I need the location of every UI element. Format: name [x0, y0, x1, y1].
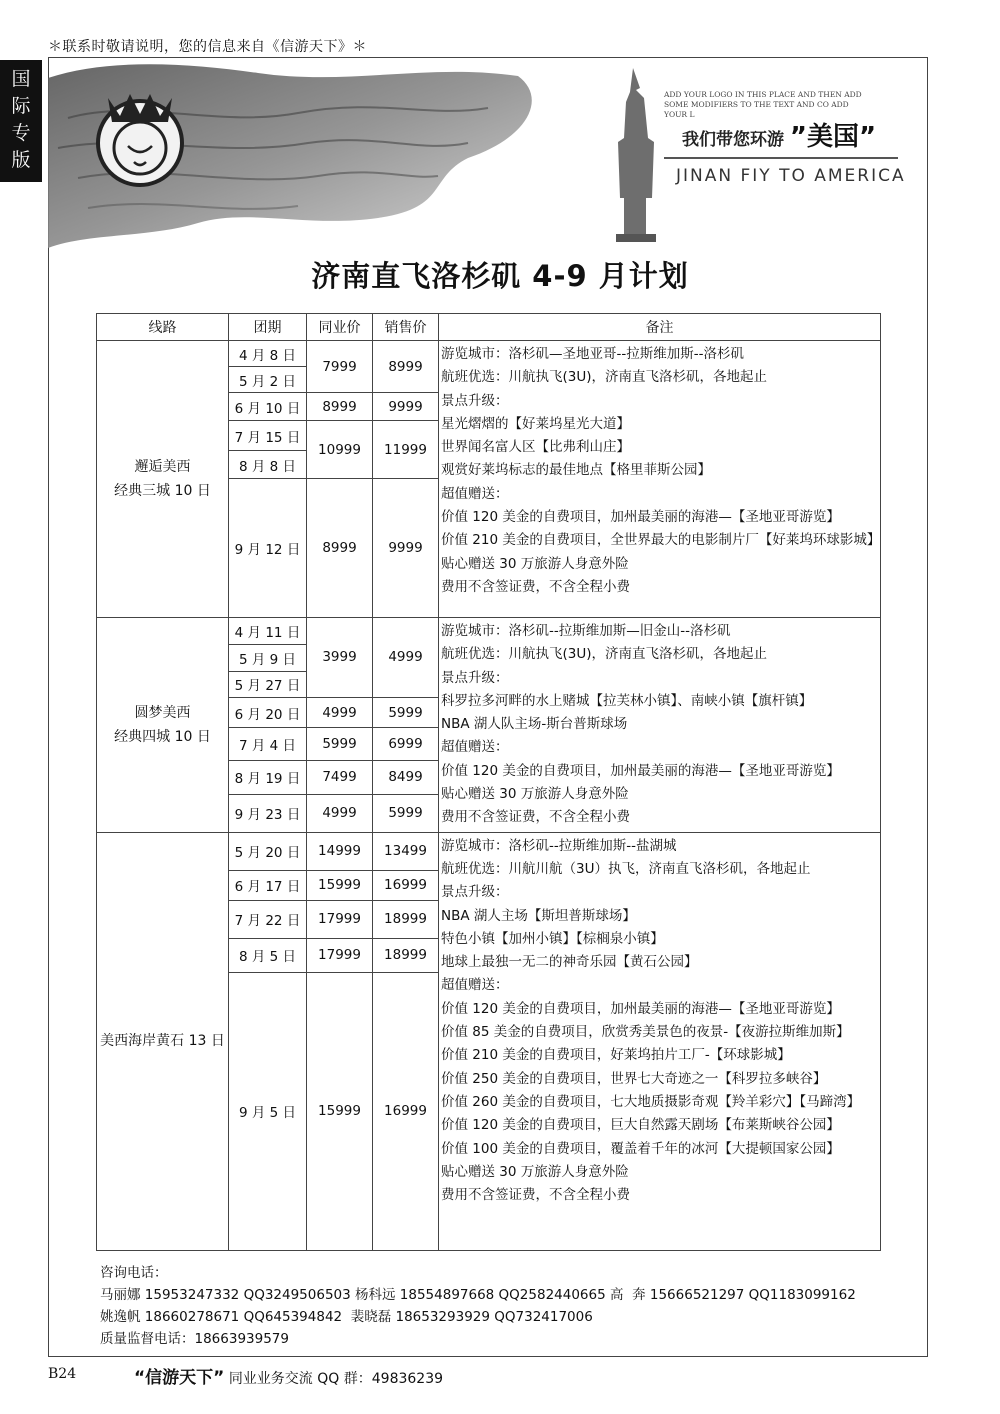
note-line: 游览城市：洛杉矶—圣地亚哥--拉斯维加斯--洛杉矶	[441, 346, 744, 362]
note-line: 航班优选：川航川航（3U）执飞，济南直飞洛杉矶，各地起止	[441, 860, 811, 877]
table-row	[97, 341, 881, 367]
date-cell: 6 月 20 日	[229, 697, 307, 727]
note-line: 游览城市：洛杉矶--拉斯维加斯--盐湖城	[441, 837, 677, 854]
route-subtitle: 经典四城 10 日	[114, 728, 211, 745]
side-tab-char: 版	[11, 149, 31, 171]
note-line: 星光熠熠的【好莱坞星光大道】	[441, 415, 630, 432]
note-line: 费用不含签证费，不含全程小费	[441, 578, 630, 595]
route-name: 邂逅美西	[134, 459, 191, 475]
footer	[134, 1363, 443, 1388]
note-line: 价值 120 美金的自费项目，加州最美丽的海港—【圣地亚哥游览】	[441, 509, 840, 526]
date-cell: 8 月 19 日	[229, 760, 307, 794]
notes-cell	[439, 618, 881, 833]
retail-price-cell: 18999	[373, 900, 439, 938]
header-route: 线路	[97, 314, 229, 341]
route-cell	[97, 832, 229, 1250]
note-line: 费用不含签证费，不含全程小费	[441, 1187, 630, 1204]
note-line: 超值赠送：	[441, 977, 509, 994]
notes-cell	[439, 832, 881, 1250]
retail-price-cell: 16999	[373, 870, 439, 900]
footer-brand: “信游天下”	[134, 1368, 225, 1388]
trade-price-cell: 17999	[307, 938, 373, 972]
retail-price-cell: 8499	[373, 760, 439, 794]
trade-price-cell: 8999	[307, 479, 373, 618]
route-name: 圆梦美西	[134, 704, 191, 721]
note-line: 贴心赠送 30 万旅游人身意外险	[441, 786, 629, 803]
side-tab-international	[0, 60, 42, 182]
note-line: 航班优选：川航执飞(3U)，济南直飞洛杉矶，各地起止	[441, 369, 768, 386]
table-header-row	[97, 314, 881, 341]
date-cell: 9 月 23 日	[229, 795, 307, 833]
note-line: 特色小镇【加州小镇】【棕榈泉小镇】	[441, 930, 664, 947]
note-line: 景点升级：	[441, 884, 509, 901]
retail-price-cell: 9999	[373, 393, 439, 421]
note-line: 景点升级：	[441, 669, 509, 686]
note-line: 贴心赠送 30 万旅游人身意外险	[441, 555, 629, 572]
page-title: 济南直飞洛杉矶 4-9 月计划	[311, 259, 689, 293]
date-cell: 7 月 22 日	[229, 900, 307, 938]
trade-price-cell: 5999	[307, 728, 373, 760]
note-line: NBA 湖人队主场-斯台普斯球场	[441, 716, 628, 733]
note-line: 价值 120 美金的自费项目，加州最美丽的海港—【圣地亚哥游览】	[441, 1000, 840, 1017]
route-cell	[97, 341, 229, 618]
trade-price-cell: 4999	[307, 697, 373, 727]
side-tab-char: 专	[11, 122, 31, 144]
trade-price-cell: 15999	[307, 870, 373, 900]
slogan-divider	[664, 157, 898, 159]
slogan-prefix: 我们带您环游	[682, 130, 784, 150]
note-line: 航班优选：川航执飞(3U)，济南直飞洛杉矶，各地起止	[441, 646, 768, 663]
slogan-english: JINAN FIY TO AMERICA	[676, 166, 906, 186]
note-line: 世界闻名富人区【比弗利山庄】	[441, 439, 630, 456]
contact-section	[100, 1262, 856, 1350]
retail-price-cell: 6999	[373, 728, 439, 760]
note-line: 价值 85 美金的自费项目，欣赏秀美景色的夜景-【夜游拉斯维加斯】	[441, 1024, 850, 1041]
note-line: 价值 120 美金的自费项目，加州最美丽的海港—【圣地亚哥游览】	[441, 762, 840, 779]
route-subtitle: 经典三城 10 日	[114, 483, 211, 499]
date-cell: 7 月 4 日	[229, 728, 307, 760]
date-cell: 5 月 9 日	[229, 645, 307, 671]
retail-price-cell: 13499	[373, 832, 439, 870]
retail-price-cell: 5999	[373, 697, 439, 727]
note-line: 科罗拉多河畔的水上赌城【拉芙林小镇】、南峡小镇【旗杆镇】	[441, 692, 813, 709]
logo-placeholder-text: ADD YOUR LOGO IN THIS PLACE AND THEN ADD SOME MODIFIERS TO THE TEXT AND CO ADD YOUR L	[664, 90, 862, 119]
footer-qq-group: 同业业务交流 QQ 群：49836239	[228, 1371, 444, 1387]
statue-of-liberty-icon	[616, 68, 656, 242]
header-trade-price: 同业价	[307, 314, 373, 341]
quality-hotline: 质量监督电话：18663939579	[100, 1331, 289, 1347]
trade-price-cell: 14999	[307, 832, 373, 870]
date-cell: 4 月 11 日	[229, 618, 307, 645]
retail-price-cell: 4999	[373, 618, 439, 698]
trade-price-cell: 7499	[307, 760, 373, 794]
contact-line: 马丽娜 15953247332 QQ3249506503 杨科远 18554897668 QQ2582440665 高 奔 15666521297 QQ1183099162	[100, 1287, 856, 1303]
header-retail-price: 销售价	[373, 314, 439, 341]
date-cell: 8 月 8 日	[229, 451, 307, 479]
retail-price-cell: 16999	[373, 972, 439, 1250]
note-line: 游览城市：洛杉矶--拉斯维加斯—旧金山--洛杉矶	[441, 623, 731, 639]
slogan	[682, 116, 876, 153]
contact-label: 咨询电话：	[100, 1265, 168, 1281]
side-tab-char: 际	[11, 95, 31, 117]
date-cell: 4 月 8 日	[229, 341, 307, 367]
lion-crown-logo-icon	[98, 94, 182, 185]
date-cell: 5 月 20 日	[229, 832, 307, 870]
date-cell: 9 月 12 日	[229, 479, 307, 618]
note-line: 价值 250 美金的自费项目，世界七大奇迹之一【科罗拉多峡谷】	[441, 1070, 827, 1087]
note-line: 贴心赠送 30 万旅游人身意外险	[441, 1163, 629, 1180]
note-line: 景点升级：	[441, 392, 509, 409]
retail-price-cell: 11999	[373, 421, 439, 479]
trade-price-cell: 10999	[307, 421, 373, 479]
retail-price-cell: 9999	[373, 479, 439, 618]
table-row	[97, 832, 881, 870]
slogan-country: ”美国”	[789, 122, 877, 152]
date-cell: 5 月 2 日	[229, 367, 307, 393]
trade-price-cell: 8999	[307, 393, 373, 421]
trade-price-cell: 15999	[307, 972, 373, 1250]
retail-price-cell: 8999	[373, 341, 439, 393]
side-tab-char: 国	[11, 68, 31, 90]
page-number: B24	[48, 1366, 77, 1382]
retail-price-cell: 18999	[373, 938, 439, 972]
table-row	[97, 618, 881, 645]
route-cell	[97, 618, 229, 833]
trade-price-cell: 7999	[307, 341, 373, 393]
itinerary-table	[96, 313, 881, 1251]
date-cell: 8 月 5 日	[229, 938, 307, 972]
contact-line: 姚逸帆 18660278671 QQ645394842 裴晓磊 18653293929 QQ732417006	[100, 1309, 593, 1325]
trade-price-cell: 17999	[307, 900, 373, 938]
note-line: 地球上最独一无二的神奇乐园【黄石公园】	[441, 954, 698, 971]
route-name: 美西海岸黄石 13 日	[100, 1033, 225, 1050]
note-line: 费用不含签证费，不含全程小费	[441, 809, 630, 826]
note-line: NBA 湖人主场【斯坦普斯球场】	[441, 907, 636, 924]
header-date: 团期	[229, 314, 307, 341]
top-note: ＊联系时敬请说明，您的信息来自《信游天下》＊	[48, 39, 367, 55]
date-cell: 5 月 27 日	[229, 671, 307, 697]
notes-cell	[439, 341, 881, 618]
trade-price-cell: 3999	[307, 618, 373, 698]
note-line: 超值赠送：	[441, 485, 509, 502]
retail-price-cell: 5999	[373, 795, 439, 833]
note-line: 价值 260 美金的自费项目，七大地质摄影奇观【羚羊彩穴】【马蹄湾】	[441, 1093, 861, 1110]
header-notes: 备注	[439, 314, 881, 341]
trade-price-cell: 4999	[307, 795, 373, 833]
date-cell: 6 月 10 日	[229, 393, 307, 421]
date-cell: 7 月 15 日	[229, 421, 307, 451]
date-cell: 9 月 5 日	[229, 972, 307, 1250]
note-line: 价值 120 美金的自费项目，巨大自然露天剧场【布莱斯峡谷公园】	[441, 1117, 840, 1134]
note-line: 价值 210 美金的自费项目，好莱坞拍片工厂-【环球影城】	[441, 1047, 791, 1064]
note-line: 价值 100 美金的自费项目，覆盖着千年的冰河【大提顿国家公园】	[441, 1140, 840, 1157]
note-line: 观赏好莱坞标志的最佳地点【格里菲斯公园】	[441, 462, 711, 479]
note-line: 超值赠送：	[441, 739, 509, 756]
note-line: 价值 210 美金的自费项目，全世界最大的电影制片厂【好莱坞环球影城】	[441, 532, 881, 549]
date-cell: 6 月 17 日	[229, 870, 307, 900]
